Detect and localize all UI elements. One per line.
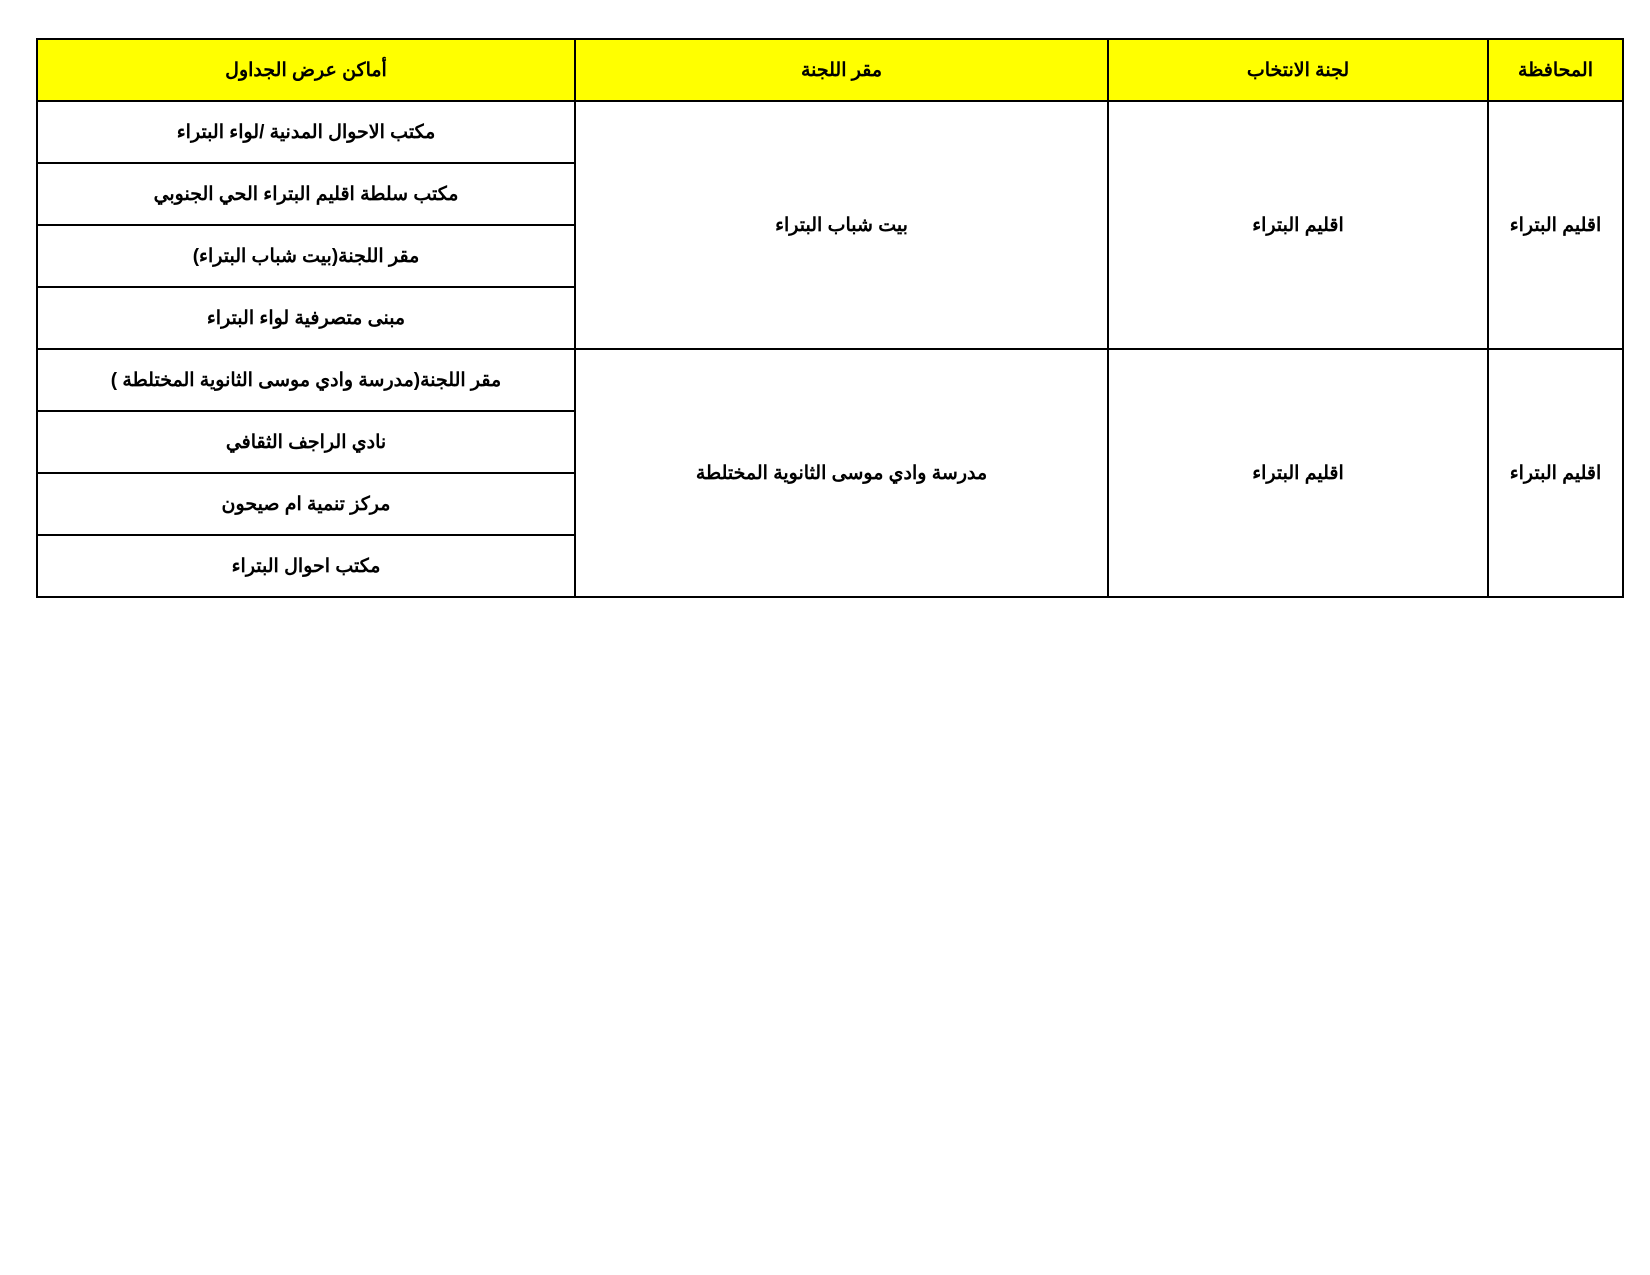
- location-cell: نادي الراجف الثقافي: [37, 411, 575, 473]
- location-cell: مكتب الاحوال المدنية /لواء البتراء: [37, 101, 575, 163]
- header-display-locations: أماكن عرض الجداول: [37, 39, 575, 101]
- election-committee-cell: اقليم البتراء: [1108, 349, 1488, 597]
- header-election-committee: لجنة الانتخاب: [1108, 39, 1488, 101]
- committee-hq-cell: مدرسة وادي موسى الثانوية المختلطة: [575, 349, 1108, 597]
- header-row: [37, 39, 1623, 101]
- location-cell: مركز تنمية ام صيحون: [37, 473, 575, 535]
- table-row: [37, 101, 1623, 163]
- location-cell: مكتب سلطة اقليم البتراء الحي الجنوبي: [37, 163, 575, 225]
- location-cell: مقر اللجنة(مدرسة وادي موسى الثانوية المختلطة ): [37, 349, 575, 411]
- header-governorate: المحافظة: [1488, 39, 1623, 101]
- table-row: [37, 349, 1623, 411]
- committee-hq-cell: بيت شباب البتراء: [575, 101, 1108, 349]
- location-cell: مقر اللجنة(بيت شباب البتراء): [37, 225, 575, 287]
- location-cell: مبنى متصرفية لواء البتراء: [37, 287, 575, 349]
- location-cell: مكتب احوال البتراء: [37, 535, 575, 597]
- governorate-cell: اقليم البتراء: [1488, 349, 1623, 597]
- election-committee-cell: اقليم البتراء: [1108, 101, 1488, 349]
- governorate-cell: اقليم البتراء: [1488, 101, 1623, 349]
- display-locations-table: [36, 38, 1624, 598]
- header-committee-hq: مقر اللجنة: [575, 39, 1108, 101]
